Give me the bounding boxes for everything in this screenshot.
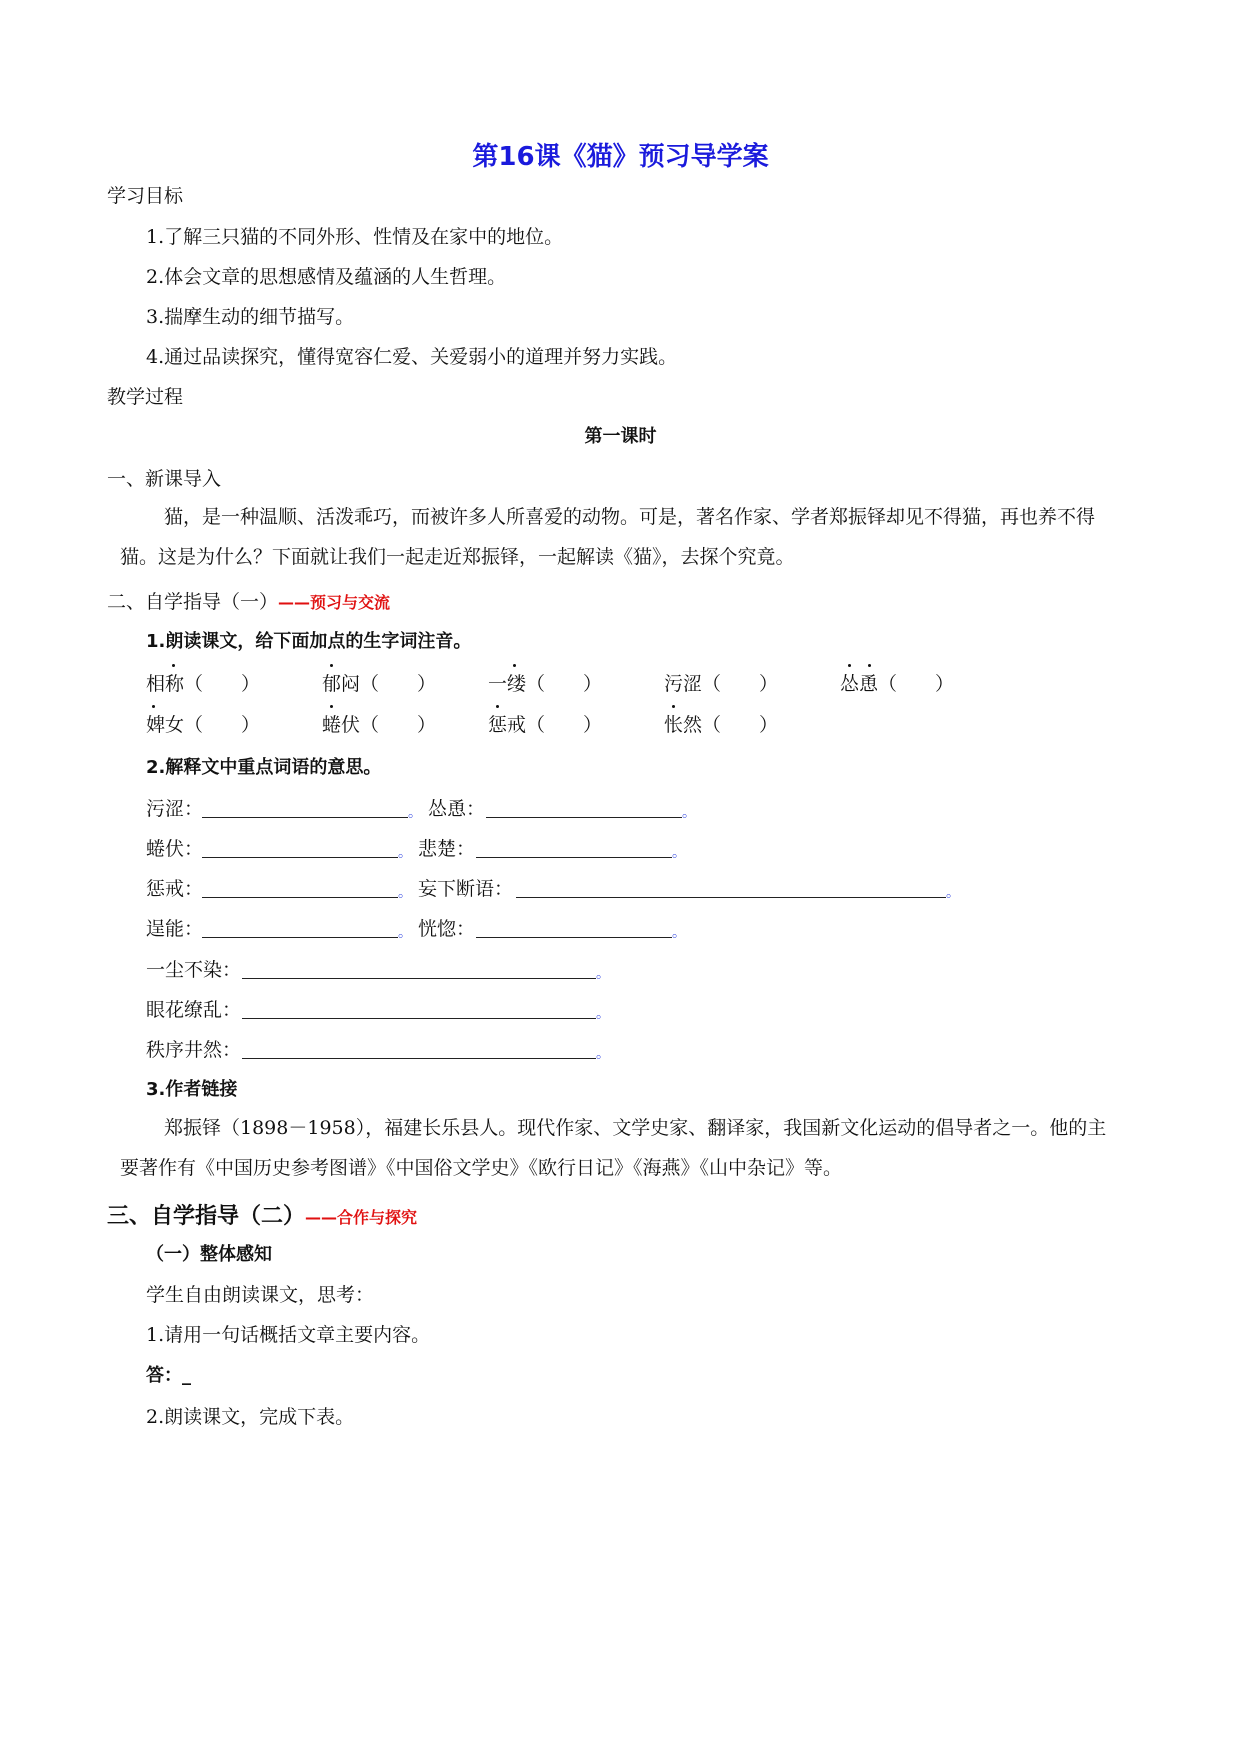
- author-paragraph: 郑振铎（1898－1958），福建长乐县人。现代作家、文学史家、翻译家，我国新文化运动的倡导者之一。他的主要著作有《中国历史参考图谱》《中国俗文学史》《欧行日记》《海燕》《山中杂记》等。: [120, 1117, 1107, 1179]
- instruction-line: 学生自由朗读课文，思考：: [146, 1284, 375, 1306]
- period-mark: 。: [596, 1006, 610, 1022]
- process-heading: 教学过程: [107, 386, 184, 408]
- term-label: 妄下断语：: [418, 878, 514, 900]
- pinyin-item: 相称（ ）: [146, 673, 261, 695]
- page-title: 第16课《猫》预习导学案: [472, 142, 769, 172]
- emphasis-dot: [868, 664, 871, 667]
- pinyin-item: 惩戒（ ）: [488, 714, 603, 736]
- period-mark: 。: [682, 805, 696, 821]
- pinyin-item: 污涩（ ）: [664, 673, 779, 695]
- section3-heading: [107, 1199, 417, 1230]
- intro-paragraph: 猫，是一种温顺、活泼乖巧，而被许多人所喜爱的动物。可是，著名作家、学者郑振铎却见不得猫，再也养不得猫。这是为什么？下面就让我们一起走近郑振铎，一起解读《猫》，去探个究竟。: [120, 506, 1096, 568]
- lesson-heading: 第一课时: [584, 426, 657, 447]
- period-mark: 。: [596, 966, 610, 982]
- goal-item: 3.揣摩生动的细节描写。: [146, 306, 355, 328]
- section3-heading-tag: ——合作与探究: [305, 1208, 418, 1227]
- period-mark: 。: [596, 1046, 610, 1062]
- period-mark: 。: [398, 845, 412, 861]
- pinyin-item: 婢女（ ）: [146, 714, 261, 736]
- pinyin-item: 郁闷（ ）: [322, 673, 437, 695]
- period-mark: 。: [398, 885, 412, 901]
- answer-blank[interactable]: [486, 817, 682, 818]
- term-label: 恍惚：: [418, 918, 476, 940]
- answer-blank[interactable]: [202, 817, 408, 818]
- question-2: 2.解释文中重点词语的意思。: [146, 757, 382, 778]
- answer-blank[interactable]: [516, 897, 946, 898]
- period-mark: 。: [408, 805, 422, 821]
- section2-heading-tag: ——预习与交流: [278, 593, 391, 612]
- term-label: 秩序井然：: [146, 1039, 242, 1061]
- answer-blank[interactable]: [242, 1018, 596, 1019]
- term-label: 污涩：: [146, 798, 204, 820]
- answer-blank[interactable]: [202, 857, 398, 858]
- section1-heading: 一、新课导入: [107, 468, 222, 490]
- emphasis-dot: [330, 705, 333, 708]
- answer-blank[interactable]: [242, 1058, 596, 1059]
- pinyin-item: 怂恿（ ）: [840, 673, 955, 695]
- section3-heading-text: 三、自学指导（二）: [107, 1204, 306, 1229]
- emphasis-dot: [172, 664, 175, 667]
- answer-blank[interactable]: [202, 897, 398, 898]
- goal-item: 1.了解三只猫的不同外形、性情及在家中的地位。: [146, 226, 564, 248]
- question-1: 1.朗读课文，给下面加点的生字词注音。: [146, 631, 472, 652]
- term-label: 惩戒：: [146, 878, 204, 900]
- pinyin-item: 蜷伏（ ）: [322, 714, 437, 736]
- question-3: 3.作者链接: [146, 1079, 238, 1100]
- period-mark: 。: [946, 885, 960, 901]
- period-mark: 。: [398, 925, 412, 941]
- question-line: 1.请用一句话概括文章主要内容。: [146, 1324, 431, 1346]
- emphasis-dot: [152, 705, 155, 708]
- section2-heading: [107, 590, 390, 615]
- goal-item: 2.体会文章的思想感情及蕴涵的人生哲理。: [146, 266, 507, 288]
- subsection-heading: （一）整体感知: [146, 1244, 272, 1265]
- section2-heading-text: 二、自学指导（一）: [107, 591, 279, 613]
- pinyin-item: 怅然（ ）: [664, 714, 779, 736]
- answer-label[interactable]: 答：_: [146, 1365, 191, 1386]
- term-label: 蜷伏：: [146, 838, 204, 860]
- term-label: 眼花缭乱：: [146, 999, 242, 1021]
- answer-blank[interactable]: [476, 937, 672, 938]
- question-line: 2.朗读课文，完成下表。: [146, 1406, 355, 1428]
- emphasis-dot: [330, 664, 333, 667]
- goal-item: 4.通过品读探究，懂得宽容仁爱、关爱弱小的道理并努力实践。: [146, 346, 678, 368]
- term-label: 怂恿：: [428, 798, 486, 820]
- answer-blank[interactable]: [242, 978, 596, 979]
- emphasis-dot: [513, 664, 516, 667]
- emphasis-dot: [496, 705, 499, 708]
- term-label: 逞能：: [146, 918, 204, 940]
- answer-blank[interactable]: [476, 857, 672, 858]
- answer-blank[interactable]: [202, 937, 398, 938]
- period-mark: 。: [672, 845, 686, 861]
- goals-heading: 学习目标: [107, 185, 184, 207]
- pinyin-item: 一缕（ ）: [488, 673, 603, 695]
- term-label: 悲楚：: [418, 838, 476, 860]
- term-label: 一尘不染：: [146, 959, 242, 981]
- emphasis-dot: [672, 705, 675, 708]
- emphasis-dot: [848, 664, 851, 667]
- period-mark: 。: [672, 925, 686, 941]
